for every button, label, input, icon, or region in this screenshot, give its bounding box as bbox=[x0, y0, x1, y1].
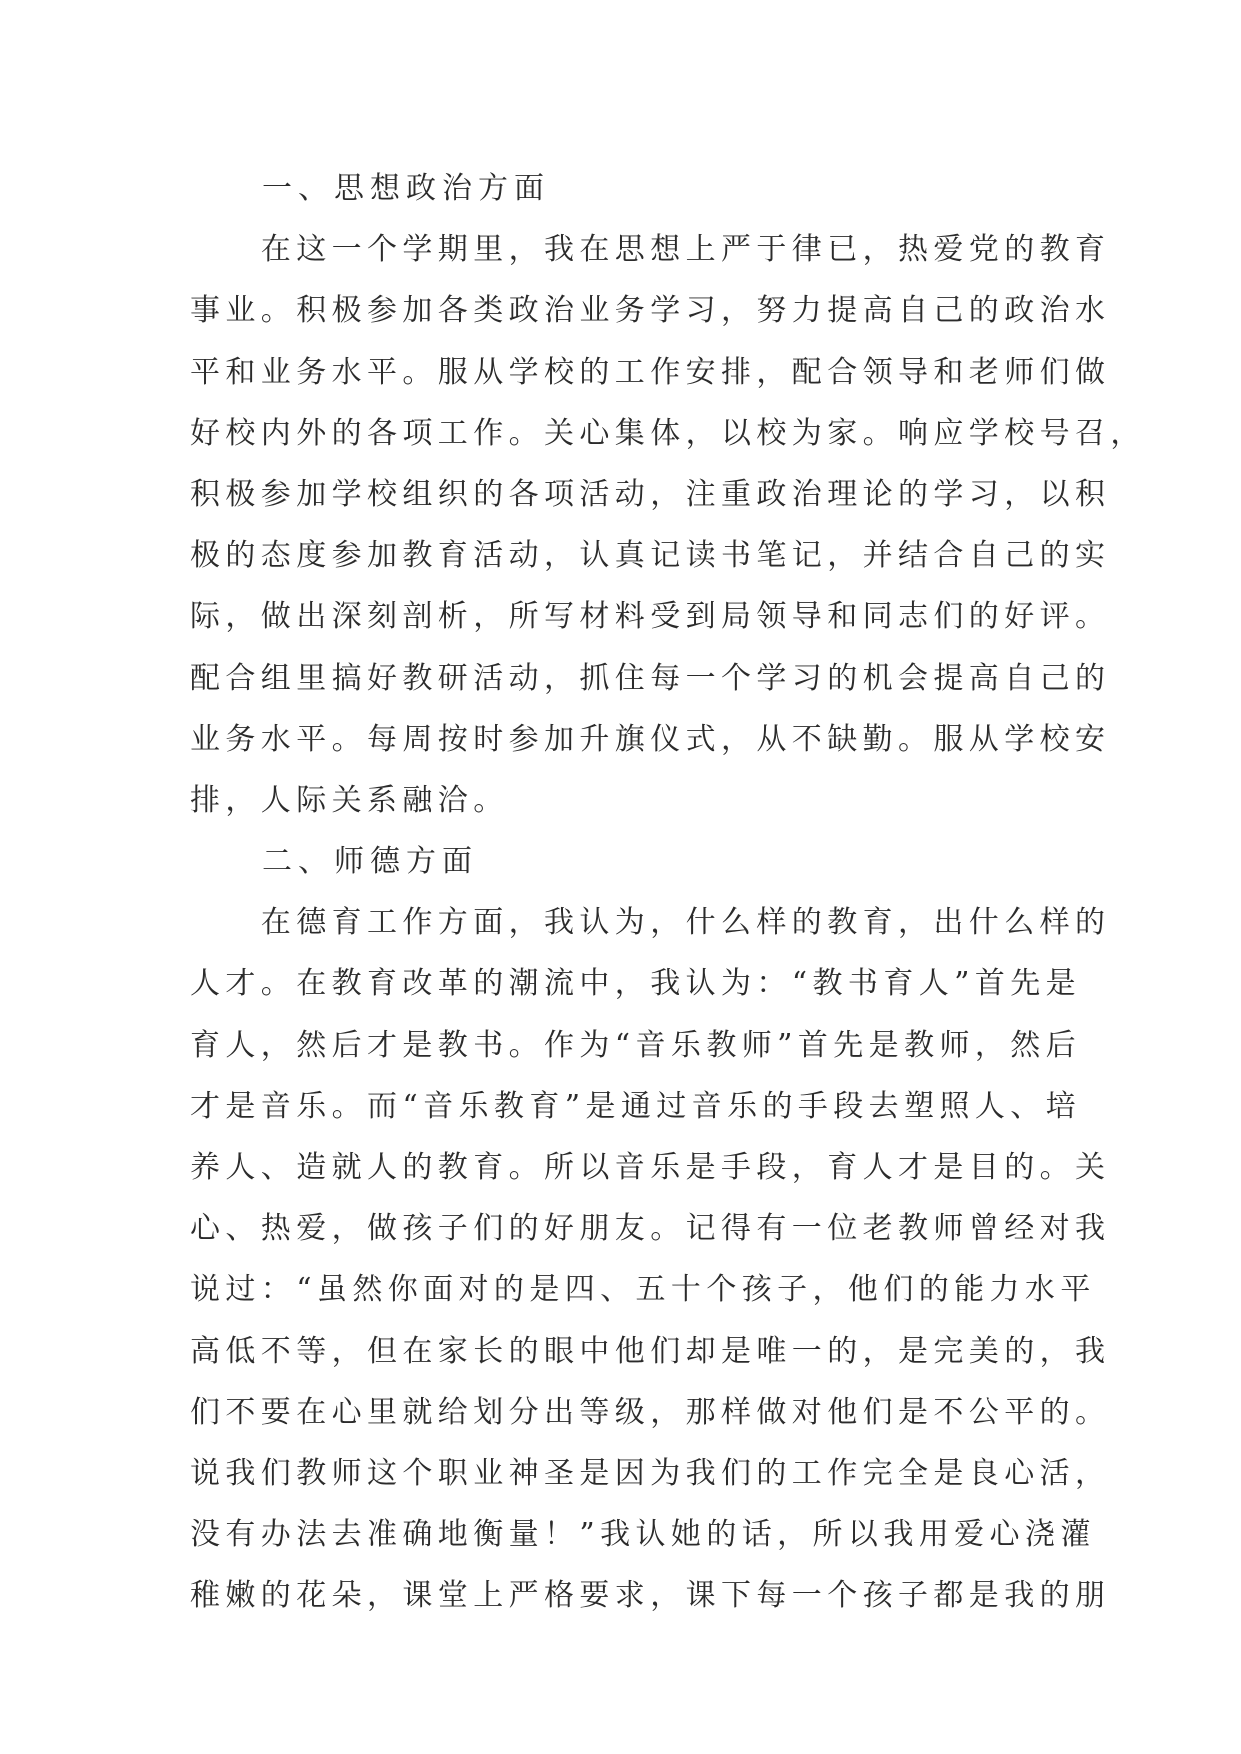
paragraph-line: 说我们教师这个职业神圣是因为我们的工作完全是良心活， bbox=[190, 1455, 1111, 1491]
document-body bbox=[190, 158, 1146, 1627]
paragraph-line: 心、热爱，做孩子们的好朋友。记得有一位老教师曾经对我 bbox=[190, 1211, 1111, 1247]
paragraph-line: 业务水平。每周按时参加升旗仪式，从不缺勤。服从学校安 bbox=[190, 721, 1111, 757]
paragraph-line: 平和业务水平。服从学校的工作安排，配合领导和老师们做 bbox=[190, 354, 1111, 390]
paragraph-line: 好校内外的各项工作。关心集体，以校为家。响应学校号召， bbox=[190, 415, 1146, 451]
paragraph-line: 高低不等，但在家长的眼中他们却是唯一的，是完美的，我 bbox=[190, 1333, 1111, 1369]
paragraph-line: 际，做出深刻剖析，所写材料受到局领导和同志们的好评。 bbox=[190, 599, 1111, 635]
paragraph-line: 人才。在教育改革的潮流中，我认为：“教书育人”首先是 bbox=[190, 966, 1082, 1002]
paragraph-line: 才是音乐。而“音乐教育”是通过音乐的手段去塑照人、培 bbox=[190, 1088, 1082, 1124]
paragraph-line: 说过：“虽然你面对的是四、五十个孩子，他们的能力水平 bbox=[190, 1272, 1096, 1308]
paragraph-line: 育人，然后才是教书。作为“音乐教师”首先是教师，然后 bbox=[190, 1027, 1082, 1063]
paragraph-line: 积极参加学校组织的各项活动，注重政治理论的学习，以积 bbox=[190, 476, 1111, 512]
paragraph-line: 极的态度参加教育活动，认真记读书笔记，并结合自己的实 bbox=[190, 538, 1111, 574]
section-heading-ideology: 一、思想政治方面 bbox=[190, 171, 550, 206]
paragraph-line: 养人、造就人的教育。所以音乐是手段，育人才是目的。关 bbox=[190, 1150, 1111, 1185]
paragraph-line: 配合组里搞好教研活动，抓住每一个学习的机会提高自己的 bbox=[190, 660, 1111, 696]
paragraph-line: 在这一个学期里，我在思想上严于律已，热爱党的教育 bbox=[190, 232, 1111, 268]
paragraph-line: 排，人际关系融洽。 bbox=[190, 782, 509, 818]
paragraph-line: 们不要在心里就给划分出等级，那样做对他们是不公平的。 bbox=[190, 1394, 1111, 1430]
paragraph-line: 稚嫩的花朵，课堂上严格要求，课下每一个孩子都是我的朋 bbox=[190, 1578, 1111, 1614]
paragraph-line: 没有办法去准确地衡量！”我认她的话，所以我用爱心浇灌 bbox=[190, 1517, 1096, 1553]
section-heading-ethics: 二、师德方面 bbox=[190, 844, 478, 880]
paragraph-line: 在德育工作方面，我认为，什么样的教育，出什么样的 bbox=[190, 905, 1111, 941]
paragraph-line: 事业。积极参加各类政治业务学习，努力提高自己的政治水 bbox=[190, 293, 1111, 329]
